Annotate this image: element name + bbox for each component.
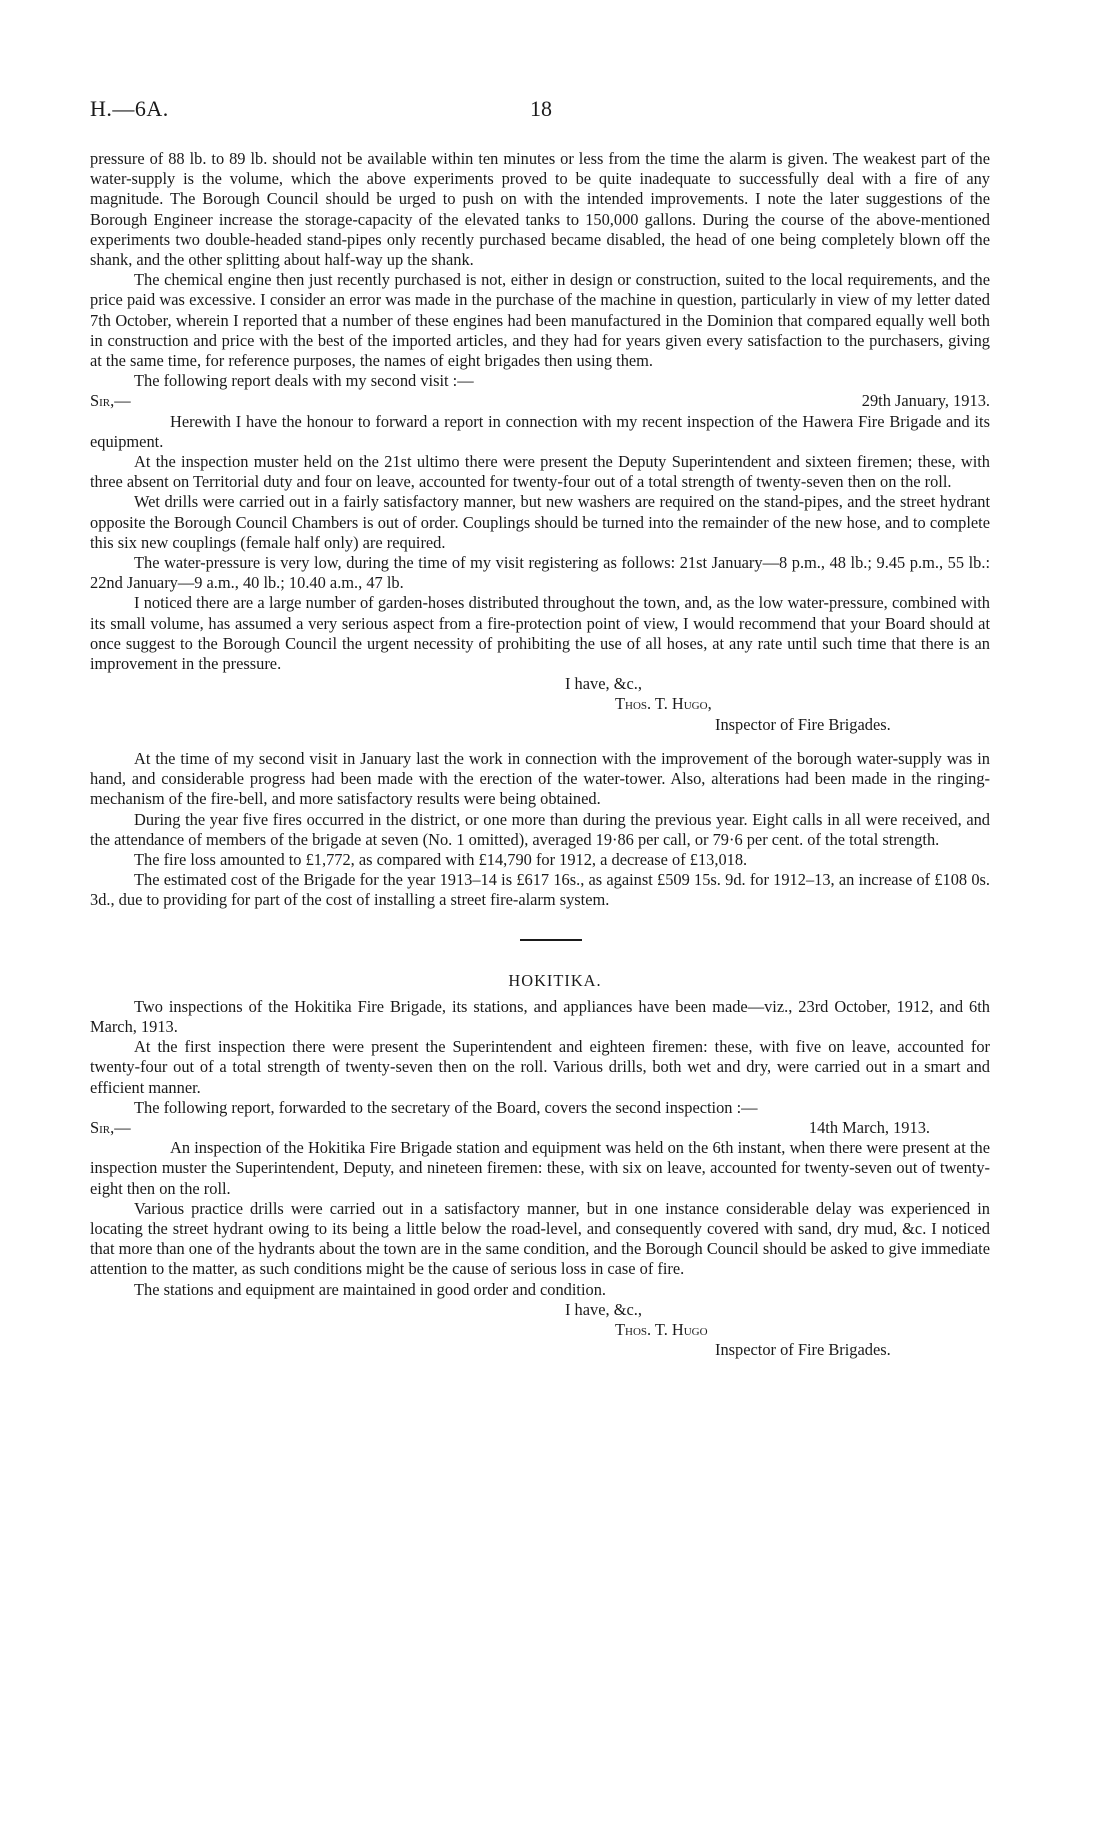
letter-header <box>90 391 990 411</box>
letter-date: 14th March, 1913. <box>808 1117 930 1137</box>
letter-salutation: Sir,— <box>90 1117 131 1137</box>
letter-paragraph: Herewith I have the honour to forward a report in connection with my recent inspection of the Hawera Fire Brigade and its equipment. <box>90 411 990 451</box>
paragraph: Two inspections of the Hokitika Fire Brigade, its stations, and appliances have been made—viz., 23rd October, 1912, and 6th March, 1913. <box>90 996 990 1036</box>
signature-name: Thos. T. Hugo, <box>615 694 712 714</box>
paragraph: The following report, forwarded to the secretary of the Board, covers the second inspection :— <box>134 1097 758 1117</box>
signature-name: Thos. T. Hugo <box>615 1319 708 1339</box>
paragraph: The chemical engine then just recently purchased is not, either in design or construction, suited to the local requirements, and the price paid was excessive. I consider an error was made in the purchase of the machine in question, particularly in view of my letter dated 7th October, wherein I reported that a number of these engines had been manufactured in the Dominion that compared equally well both in construction and price with the best of the imported articles, and they had for years given every satisfaction to the purchasers, giving at the same time, for reference purposes, the names of eight brigades then using them. <box>90 270 990 371</box>
document-code: H.—6A. <box>90 96 169 121</box>
section-divider <box>520 939 582 941</box>
paragraph: pressure of 88 lb. to 89 lb. should not be available within ten minutes or less from the time the alarm is given. The weakest part of the water-supply is the volume, which the above experiments proved to be quite inadequate to successfully deal with a fire of any magnitude. The Borough Council should be urged to push on with the intended improvements. I note the later suggestions of the Borough Engineer increase the storage-capacity of the elevated tanks to 150,000 gallons. During the course of the above-mentioned experiments two double-headed stand-pipes only recently purchased became disabled, the head of one being completely blown off the shank, and the other splitting about half-way up the shank. <box>90 149 990 270</box>
paragraph: During the year five fires occurred in the district, or one more than during the previous year. Eight calls in all were received, and the attendance of members of the brigade at seven (No. 1 omitted), averaged 19·86 per call, or 79·6 per cent. of the total strength. <box>90 809 990 849</box>
letter-paragraph: The stations and equipment are maintained in good order and condition. <box>134 1279 607 1299</box>
letter-paragraph: An inspection of the Hokitika Fire Brigade station and equipment was held on the 6th instant, when there were present at the inspection muster the Superintendent, Deputy, and nineteen firemen: these, with six on leave, accounted for twenty-seven out of twenty-eight then on the roll. <box>90 1138 990 1198</box>
letter-date: 29th January, 1913. <box>861 391 990 411</box>
letter-salutation: Sir,— <box>90 391 131 411</box>
letter-paragraph: The water-pressure is very low, during the time of my visit registering as follows: 21st January—8 p.m., 48 lb.; 9.45 p.m., 55 lb.: 22nd January—9 a.m., 40 lb.; 10.40 a.m., 47 lb. <box>90 553 990 593</box>
letter-paragraph: Wet drills were carried out in a fairly satisfactory manner, but new washers are required on the stand-pipes, and the street hydrant opposite the Borough Council Chambers is out of order. Couplings should be turned into the remainder of the new hose, and to complete this six new couplings (female half only) are required. <box>90 492 990 552</box>
section-heading: HOKITIKA. <box>508 970 602 990</box>
letter-paragraph: Various practice drills were carried out in a satisfactory manner, but in one instance considerable delay was experienced in locating the street hydrant owing to its being a little below the road-level, and consequently covered with sand, dry mud, &c. I noticed that more than one of the hydrants about the town are in the same condition, and the Borough Council should be asked to give immediate attention to the matter, as such conditions might be the cause of serious loss in case of fire. <box>90 1198 990 1279</box>
paragraph: The estimated cost of the Brigade for the year 1913–14 is £617 16s., as against £509 15s. 9d. for 1912–13, an increase of £108 0s. 3d., due to providing for part of the cost of installing a street fire-alarm system. <box>90 870 990 910</box>
paragraph: The fire loss amounted to £1,772, as compared with £14,790 for 1912, a decrease of £13,018. <box>134 849 748 869</box>
paragraph: The following report deals with my second visit :— <box>134 371 474 391</box>
page-number: 18 <box>530 96 552 121</box>
letter-header <box>90 1118 990 1138</box>
letter-paragraph: I noticed there are a large number of garden-hoses distributed throughout the town, and, as the low water-pressure, combined with its small volume, has assumed a very serious aspect from a fire-protection point of view, I would recommend that your Board should at once suggest to the Borough Council the urgent necessity of prohibiting the use of all hoses, at any rate until such time that there is an improvement in the pressure. <box>90 593 990 674</box>
letter-paragraph: At the inspection muster held on the 21st ultimo there were present the Deputy Superintendent and sixteen firemen; these, with three absent on Territorial duty and four on leave, accounted for twenty-four out of a total strength of twenty-seven then on the roll. <box>90 452 990 492</box>
document-page <box>90 0 990 1841</box>
letter-closing: I have, &c., <box>565 674 642 694</box>
signature-title: Inspector of Fire Brigades. <box>715 1340 891 1360</box>
paragraph: At the first inspection there were present the Superintendent and eighteen firemen: these, with five on leave, accounted for twenty-four out of a total strength of twenty-seven then on the roll. Various drills, both wet and dry, were carried out in a smart and efficient manner. <box>90 1037 990 1097</box>
signature-title: Inspector of Fire Brigades. <box>715 714 891 734</box>
letter-closing: I have, &c., <box>565 1299 642 1319</box>
paragraph: At the time of my second visit in January last the work in connection with the improvement of the borough water-supply was in hand, and considerable progress had been made with the erection of the water-tower. Also, alterations had been made in the ringing-mechanism of the fire-bell, and more satisfactory results were being obtained. <box>90 748 990 809</box>
document-body <box>90 149 990 1360</box>
